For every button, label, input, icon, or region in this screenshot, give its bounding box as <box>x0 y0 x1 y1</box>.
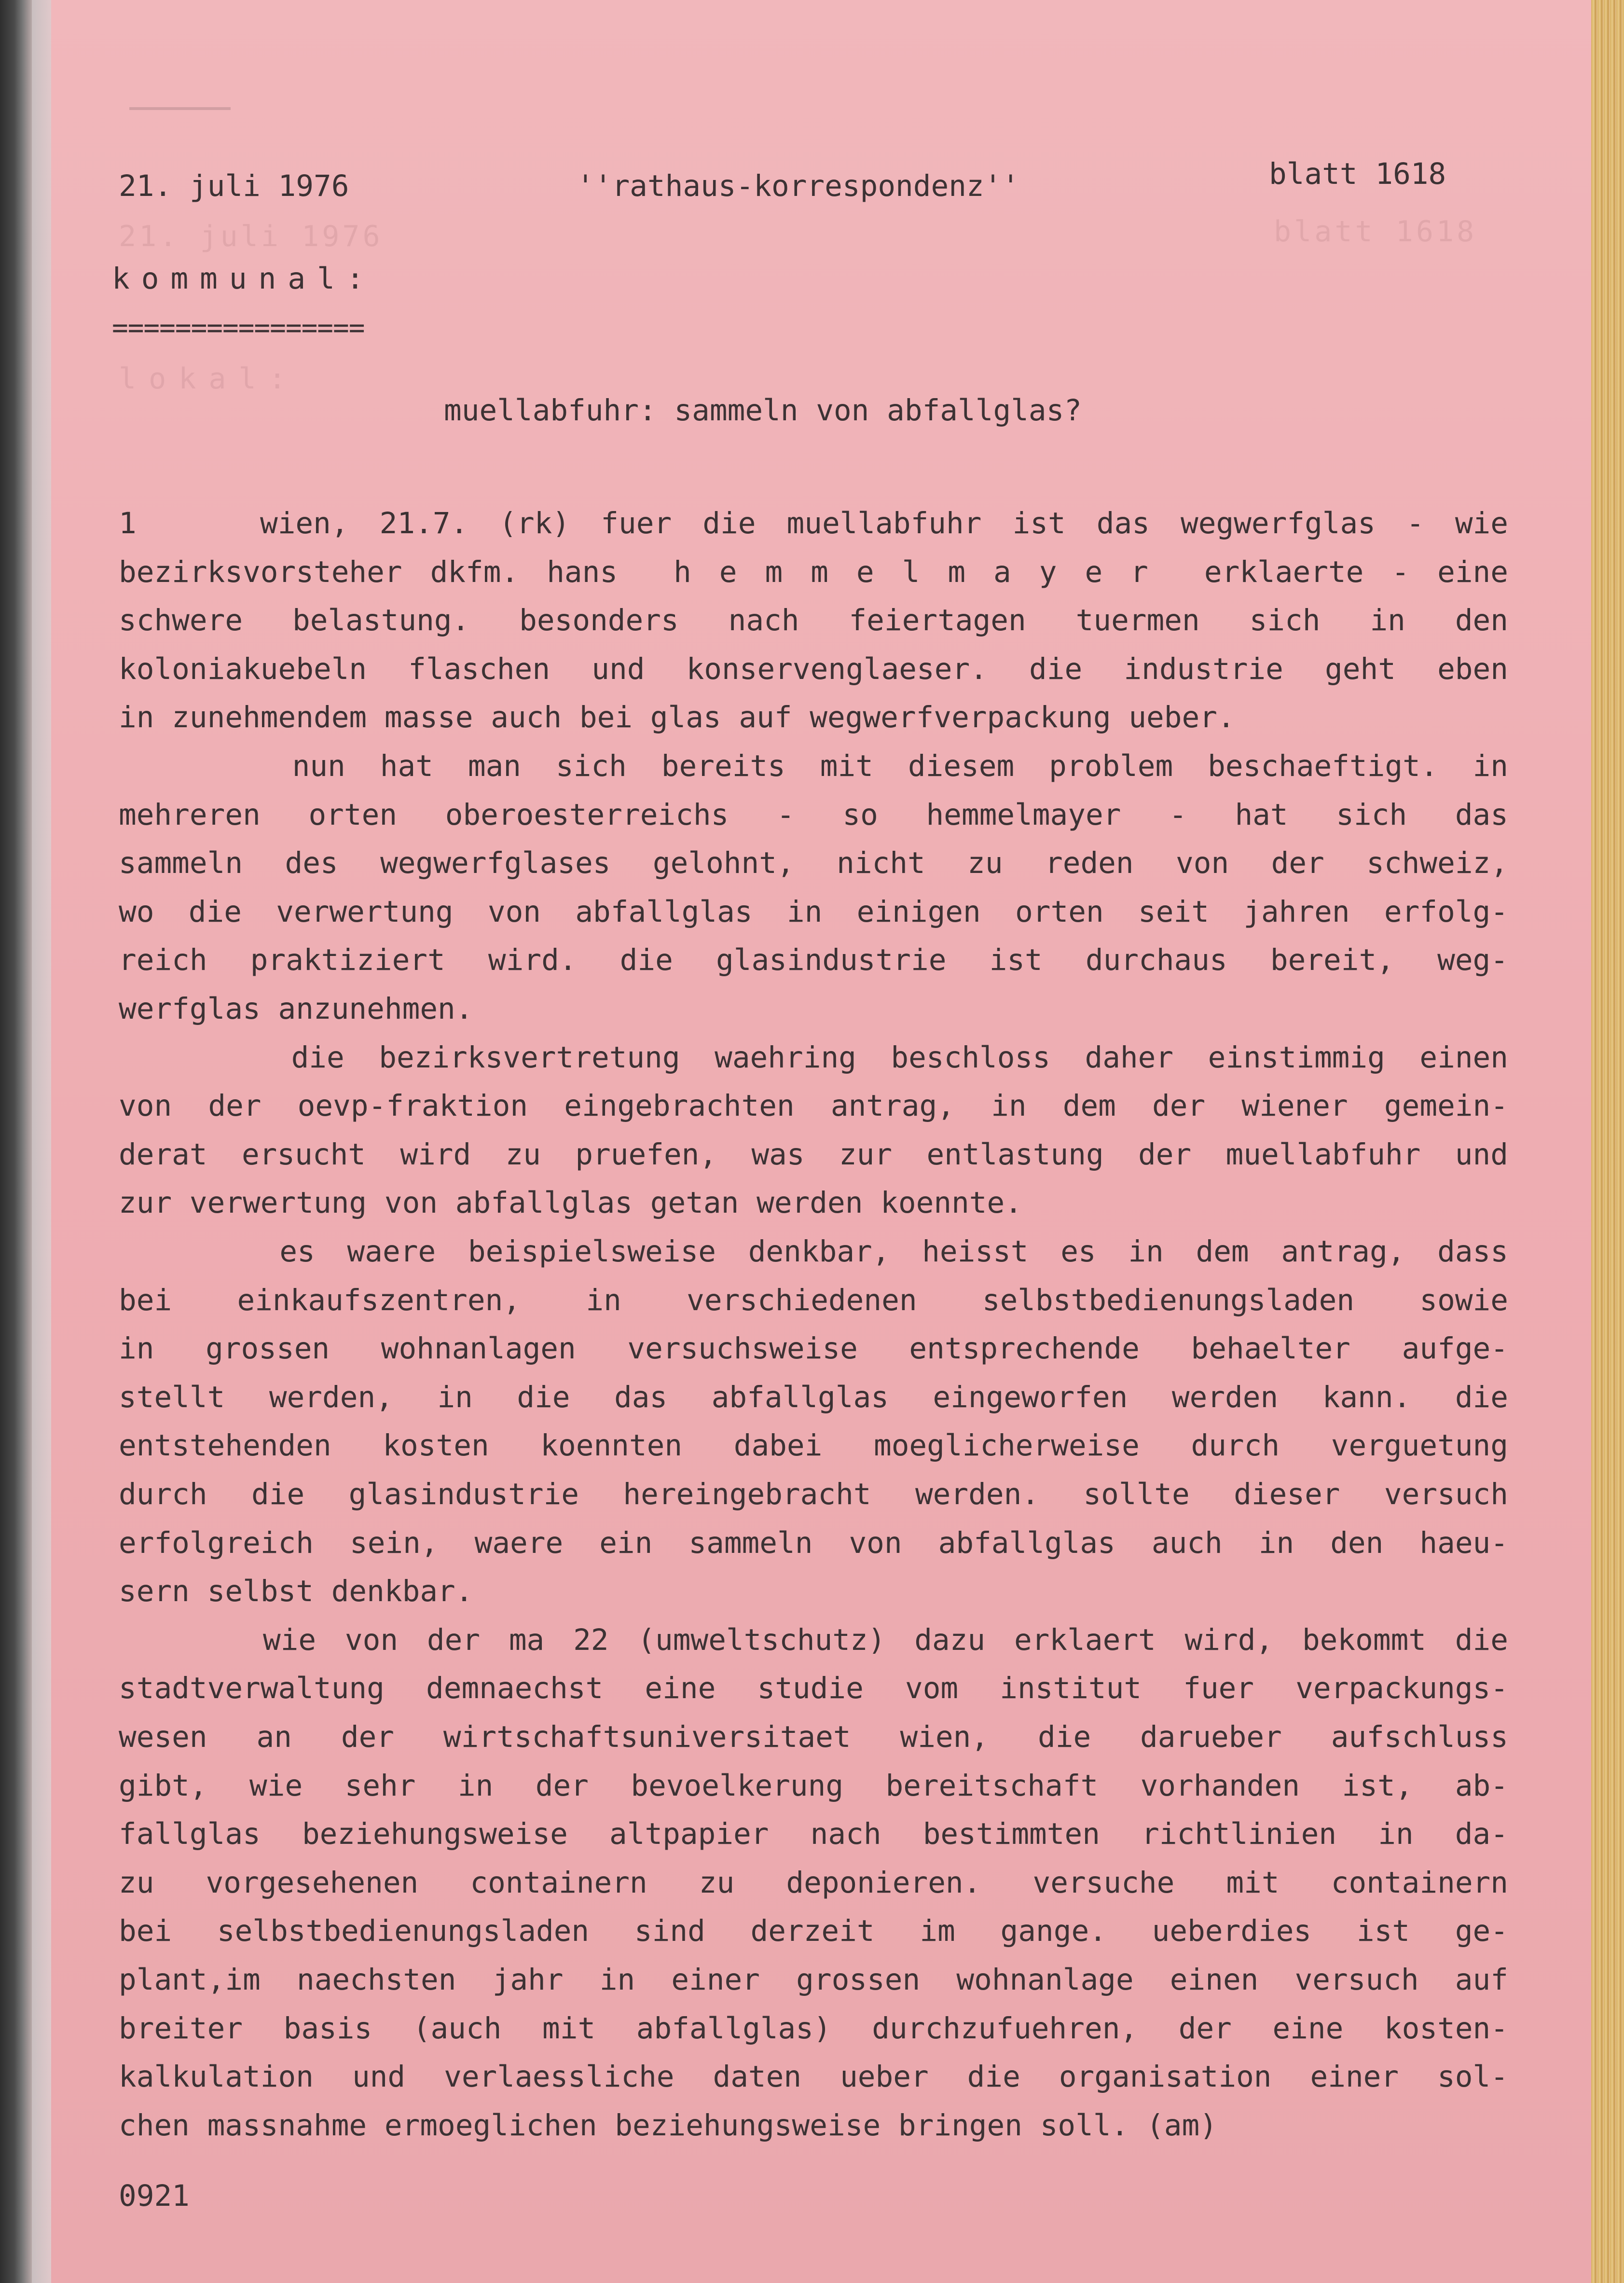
article-line <box>119 793 1508 837</box>
article-line <box>119 1279 1508 1322</box>
article-line-text: die bezirksvertretung waehring beschloss daher einstimmig einen <box>119 1040 1508 1075</box>
article-line-text: chen massnahme ermoeglichen beziehungsweise bringen soll. (am) <box>119 2108 1217 2143</box>
article-line-text: in grossen wohnanlagen versuchsweise entsprechende behaelter aufge- <box>119 1331 1508 1366</box>
article-line-text: wie von der ma 22 (umweltschutz) dazu erklaert wird, bekommt die <box>119 1622 1508 1657</box>
article-line <box>119 939 1508 982</box>
article-line <box>119 1036 1508 1079</box>
article-line-text: 1 wien, 21.7. (rk) fuer die muellabfuhr ist das wegwerfglas - wie <box>119 506 1508 540</box>
article-line <box>119 1181 1508 1225</box>
article-line-text: in zunehmendem masse auch bei glas auf wegwerfverpackung ueber. <box>119 700 1235 735</box>
stacked-page-edges <box>1591 0 1624 2283</box>
article-line <box>119 696 1508 739</box>
article-line-text: fallglas beziehungsweise altpapier nach bestimmten richtlinien in da- <box>119 1817 1508 1852</box>
article-line <box>119 2007 1508 2050</box>
article-line-text: kalkulation und verlaessliche daten ueber die organisation einer sol- <box>119 2060 1508 2094</box>
article-line-text: durch die glasindustrie hereingebracht werden. sollte dieser versuch <box>119 1477 1508 1511</box>
article-line <box>119 599 1508 642</box>
header-sheet-number: blatt 1618 <box>1269 157 1446 191</box>
footer-code: 0921 <box>119 2179 190 2213</box>
article-line-text: zu vorgesehenen containern zu deponieren. versuche mit containern <box>119 1865 1508 1900</box>
article-line-text: nun hat man sich bereits mit diesem problem beschaeftigt. in <box>119 749 1508 783</box>
article-line-text: wo die verwertung von abfallglas in einigen orten seit jahren erfolg- <box>119 894 1508 929</box>
article-line <box>119 1327 1508 1370</box>
article-line-text: sammeln des wegwerfglases gelohnt, nicht zu reden von der schweiz, <box>119 846 1508 881</box>
article-line <box>119 1084 1508 1128</box>
article-line <box>119 1861 1508 1905</box>
article-line-text: bezirksvorsteher dkfm. hans h e m m e l m a y e r erklaerte - eine <box>119 554 1508 589</box>
pencil-mark <box>129 107 231 110</box>
article-line-text: von der oevp-fraktion eingebrachten antrag, in dem der wiener gemein- <box>119 1089 1508 1123</box>
article-line-text: bei einkaufszentren, in verschiedenen selbstbedienungsladen sowie <box>119 1283 1508 1317</box>
header-publication: ''rathaus-korrespondenz'' <box>577 169 1020 203</box>
article-line-text: derat ersucht wird zu pruefen, was zur entlastung der muellabfuhr und <box>119 1137 1508 1172</box>
article-line-text: werfglas anzunehmen. <box>119 992 473 1026</box>
article-line-text: wesen an der wirtschaftsuniversitaet wien, die darueber aufschluss <box>119 1720 1508 1754</box>
article-line <box>119 1813 1508 1856</box>
binder-margin <box>32 0 51 2283</box>
article-title: muellabfuhr: sammeln von abfallglas? <box>444 393 1082 428</box>
article-line-text: schwere belastung. besonders nach feiertagen tuermen sich in den <box>119 603 1508 638</box>
article-line <box>119 1424 1508 1467</box>
binder-spine <box>0 0 32 2283</box>
article-line-text: entstehenden kosten koennten dabei moeglicherweise durch verguetung <box>119 1428 1508 1463</box>
article-line-text: breiter basis (auch mit abfallglas) durchzufuehren, der eine kosten- <box>119 2011 1508 2046</box>
header-date: 21. juli 1976 <box>119 169 349 203</box>
article-line <box>119 1133 1508 1176</box>
article-line <box>119 551 1508 594</box>
article-line <box>119 1619 1508 1662</box>
section-underline: ================ <box>112 312 365 344</box>
article-line-text: mehreren orten oberoesterreichs - so hemmelmayer - hat sich das <box>119 797 1508 832</box>
article-line <box>119 1909 1508 1953</box>
article-line-text: stadtverwaltung demnaechst eine studie vom institut fuer verpackungs- <box>119 1671 1508 1706</box>
ghost-date: 21. juli 1976 <box>119 220 383 253</box>
article-line-text: erfolgreich sein, waere ein sammeln von abfallglas auch in den haeu- <box>119 1525 1508 1560</box>
article-line-text: bei selbstbedienungsladen sind derzeit im gange. ueberdies ist ge- <box>119 1914 1508 1949</box>
article-line-text: plant,im naechsten jahr in einer grossen wohnanlage einen versuch auf <box>119 1963 1508 1997</box>
article-line <box>119 842 1508 885</box>
article-line <box>119 890 1508 934</box>
article-line <box>119 1522 1508 1565</box>
article-line-text: koloniakuebeln flaschen und konservenglaeser. die industrie geht eben <box>119 651 1508 686</box>
article-line <box>119 745 1508 788</box>
article-line <box>119 1376 1508 1419</box>
section-heading: kommunal: <box>112 262 376 296</box>
article-line <box>119 1716 1508 1759</box>
ghost-sheet: blatt 1618 <box>1274 215 1477 249</box>
ghost-section: lokal: <box>119 362 299 396</box>
article-line <box>119 502 1508 545</box>
article-line <box>119 987 1508 1031</box>
article-line <box>119 648 1508 691</box>
article-line <box>119 1473 1508 1516</box>
article-line-text: reich praktiziert wird. die glasindustrie ist durchaus bereit, weg- <box>119 943 1508 978</box>
article-line <box>119 1764 1508 1808</box>
article-line <box>119 2055 1508 2099</box>
article-line-text: gibt, wie sehr in der bevoelkerung bereitschaft vorhanden ist, ab- <box>119 1768 1508 1803</box>
article-line <box>119 1958 1508 2002</box>
article-line <box>119 1667 1508 1710</box>
article-line <box>119 1570 1508 1613</box>
article-line <box>119 2104 1508 2147</box>
article-line <box>119 1230 1508 1273</box>
article-line-text: zur verwertung von abfallglas getan werden koennte. <box>119 1186 1022 1220</box>
article-line-text: stellt werden, in die das abfallglas eingeworfen werden kann. die <box>119 1380 1508 1414</box>
article-line-text: es waere beispielsweise denkbar, heisst es in dem antrag, dass <box>119 1234 1508 1269</box>
article-line-text: sern selbst denkbar. <box>119 1574 473 1609</box>
